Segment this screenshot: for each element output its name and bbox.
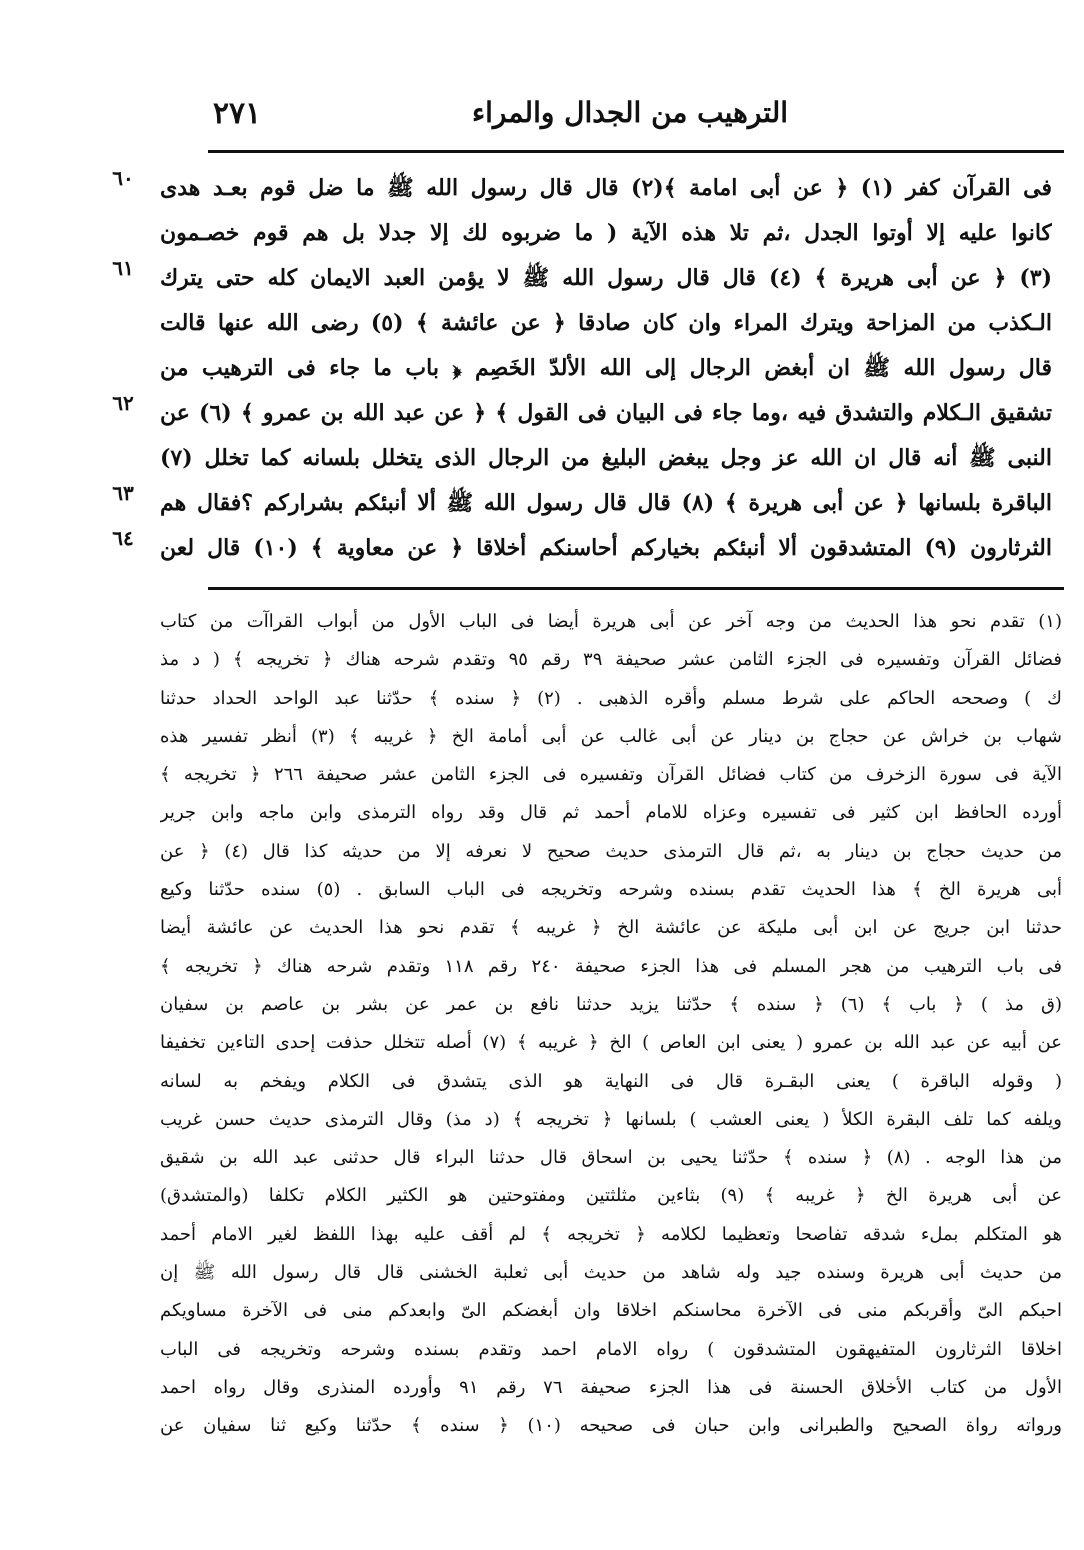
header-rule — [208, 150, 1064, 153]
footnote-line: من حديث أبى هريرة وسنده جيد وله شاهد من حديث أبى ثعلبة الخشنى قال قال رسول الله ﷺ إن — [160, 1262, 1062, 1284]
footnote-line: أورده الحافظ ابن كثير فى تفسيره وعزاه للامام أحمد ثم قال وقد رواه الترمذى وابن ماجه وابن جرير — [160, 802, 1062, 824]
footnote-line: ك ) وصححه الحاكم على شرط مسلم وأقره الذهبى . (٢) ﴿ سنده ﴾ حدّثنا عبد الواحد الحداد حدثنا — [160, 687, 1062, 709]
footnote-line: فضائل القرآن وتفسيره فى الجزء الثامن عشر صحيفة ٣٩ رقم ٩٥ وتقدم شرحه هناك ﴿ تخريجه ﴾ ( د مذ — [160, 649, 1062, 671]
footnote-line: الأول من كتاب الأخلاق الحسنة فى هذا الجزء صحيفة ٧٦ رقم ٩١ وأورده المنذرى وقال رواه احمد — [160, 1376, 1062, 1398]
main-text — [160, 166, 1052, 571]
main-text-line: كانوا عليه إلا أوتوا الجدل ،ثم تلا هذه الآية ( ما ضربوه لك إلا جدلا بل هم قوم خصـمون — [160, 220, 1052, 246]
main-text-line: تشقيق الـكلام والتشدق فيه ،وما جاء فى البيان فى القول ﴾ ﴿ عن عبد الله بن عمرو ﴾ (٦) عن — [160, 400, 1052, 426]
footnote-line: احبكم الىّ وأقربكم منى فى الآخرة محاسنكم اخلاقا وان أبغضكم الىّ وابعدكم منى فى الآخرة مساويكم — [160, 1300, 1062, 1322]
running-title: الترهيب من الجدال والمراء — [471, 96, 789, 129]
main-text-line: النبى ﷺ أنه قال ان الله عز وجل يبغض البليغ من الرجال الذى يتخلل بلسانه كما تخلل (٧) — [160, 445, 1052, 471]
main-text-line: فى القرآن كفر (١) ﴿ عن أبى امامة ﴾(٢) قال قال رسول الله ﷺ ما ضل قوم بعـد هدى — [160, 175, 1052, 201]
footnote-line: (١) تقدم نحو هذا الحديث من وجه آخر عن أبى هريرة أيضا فى الباب الأول من أبواب القراآت من كتاب — [160, 611, 1062, 632]
hadith-number: ٦٢ — [112, 391, 134, 415]
footnote-line: شهاب بن خراش عن حجاج بن دينار عن أبى غالب عن أبى أمامة الخ ﴿ غريبه ﴾ (٣) أنظر تفسير هذه — [160, 725, 1062, 747]
footnote-line: هو المتكلم بملء شدقه تفاصحا وتعظيما لكلامه ﴿ تخريجه ﴾ لم أقف عليه بهذا اللفظ لغير الامام أحمد — [160, 1223, 1062, 1245]
footnote-line: ويلفه كما تلف البقرة الكلأ ( يعنى العشب ) بلسانها ﴿ تخريجه ﴾ (د مذ) وقال الترمذى حديث حسن غريب — [160, 1108, 1062, 1130]
footnote-line: من هذا الوجه . (٨) ﴿ سنده ﴾ حدّثنا يحيى بن اسحاق قال حدثنا البراء قال حدثنى عبد الله بن شقيق — [160, 1147, 1062, 1169]
main-text-line: الباقرة بلسانها ﴿ عن أبى هريرة ﴾ (٨) قال قال رسول الله ﷺ ألا أنبئكم بشراركم ؟فقال هم — [160, 490, 1052, 516]
footnote-line: حدثنا ابن جريج عن ابن أبى مليكة عن عائشة الخ ﴿ غريبه ﴾ تقدم نحو هذا الحديث عن عائشة أيضا — [160, 917, 1062, 939]
main-text-line: قال رسول الله ﷺ ان أبغض الرجال إلى الله الألدّ الخَصِم ﴿ باب ما جاء فى الترهيب من — [160, 355, 1052, 381]
hadith-number: ٦٤ — [112, 526, 134, 550]
hadith-number: ٦٠ — [112, 166, 134, 190]
footnote-line: عن أبيه عن عبد الله بن عمرو ( يعنى ابن العاص ) الخ ﴿ غريبه ﴾ (٧) أصله تتخلل حذفت إحدى التاءين تخفيفا — [160, 1032, 1062, 1054]
footnote-line: اخلاقا الثرثارون المتفيهقون المتشدقون ) رواه الامام احمد وتقدم بسنده وشرحه وتخريجه فى الباب — [160, 1338, 1062, 1360]
hadith-number: ٦١ — [112, 256, 134, 280]
main-text-line: الـكذب من المزاحة ويترك المراء وان كان صادقا ﴿ عن عائشة ﴾ (٥) رضى الله عنها قالت — [160, 310, 1052, 336]
footnote-line: أبى هريرة الخ ﴾ هذا الحديث تقدم بسنده وشرحه وتخريجه فى الباب السابق . (٥) سنده حدّثنا وكيع — [160, 879, 1062, 901]
footnote-line: ورواته رواة الصحيح والطبرانى وابن حبان فى صحيحه (١٠) ﴿ سنده ﴾ حدّثنا وكيع ثنا سفيان عن — [160, 1415, 1062, 1437]
page-number: ٢٧١ — [212, 96, 262, 131]
footnote-line: عن أبى هريرة الخ ﴿ غريبه ﴾ (٩) بثاءين مثلثتين ومفتوحتين هو الكثير الكلام تكلفا (والمتشدق) — [160, 1185, 1062, 1207]
main-text-line: (٣) ﴿ عن أبى هريرة ﴾ (٤) قال قال رسول الله ﷺ لا يؤمن العبد الايمان كله حتى يترك — [160, 265, 1052, 291]
footnote-rule — [208, 587, 1064, 590]
footnote-line: فى باب الترهيب من هجر المسلم فى هذا الجزء صحيفة ٢٤٠ رقم ١١٨ وتقدم شرحه هناك ﴿ تخريجه ﴾ — [160, 955, 1062, 977]
main-text-line: الثرثارون (٩) المتشدقون ألا أنبئكم بخياركم أحاسنكم أخلاقا ﴿ عن معاوية ﴾ (١٠) قال لعن — [160, 535, 1052, 561]
footnote-line: من حديث حجاج بن دينار به ،ثم قال الترمذى حديث صحيح لا نعرفه إلا من حديثه كذا قال (٤) ﴿ عن — [160, 840, 1062, 862]
footnotes — [160, 603, 1062, 1446]
footnote-line: (ق مذ ) ﴿ باب ﴾ (٦) ﴿ سنده ﴾ حدّثنا يزيد حدثنا نافع بن عمر عن بشر بن عاصم بن سفيان — [160, 993, 1062, 1015]
hadith-number: ٦٣ — [112, 481, 134, 505]
footnote-line: ( وقوله الباقرة ) يعنى البقـرة قال فى النهاية هو الذى يتشدق فى الكلام ويفخم به لسانه — [160, 1070, 1062, 1092]
footnote-line: الآية فى سورة الزخرف من كتاب فضائل القرآن وتفسيره فى الجزء الثامن عشر صحيفة ٢٦٦ ﴿ تخريجه ﴾ — [160, 764, 1062, 786]
